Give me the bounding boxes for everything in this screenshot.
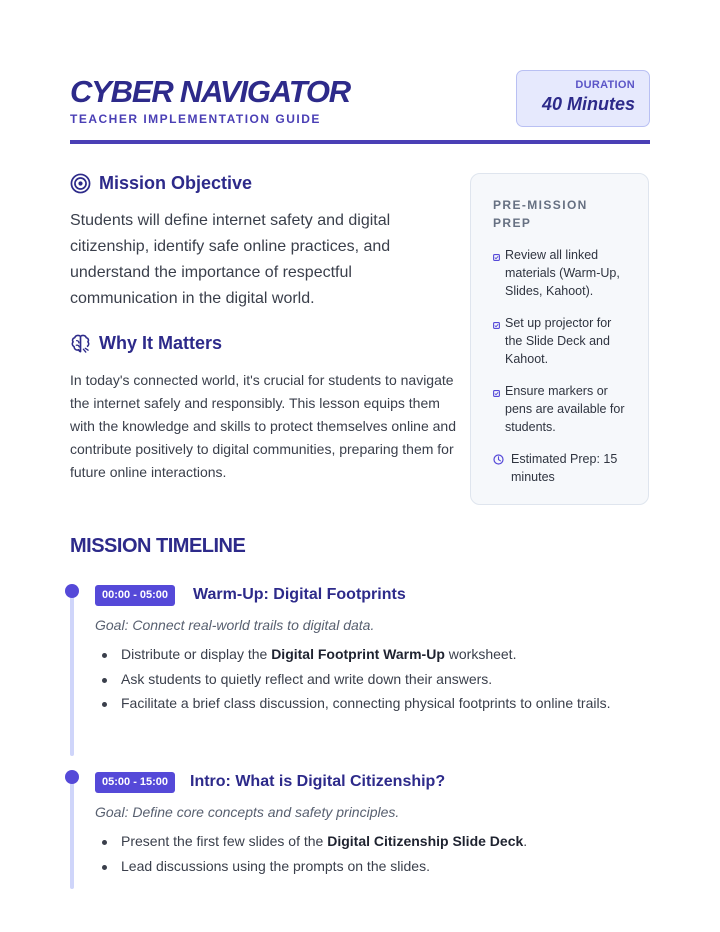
timeline-line [70,777,74,889]
matters-text: In today's connected world, it's crucial for students to navigate the internet safely and responsibly. This lesson equips them with the knowledge and skills to protect themselves online and contribute positively to digital communities, preparing them for future online interactions. [70,372,456,480]
timeline-step-goal: Goal: Define core concepts and safety principles. [95,804,400,820]
timeline-line [70,590,74,756]
prep-item-text: Ensure markers or pens are available for students. [505,384,625,434]
duration-label: DURATION [575,79,635,91]
objective-heading [70,173,252,194]
duration-value: 40 Minutes [541,94,635,114]
list-item: Lead discussions using the prompts on the slides. [102,856,632,877]
timeline-step-title: Warm-Up: Digital Footprints [193,586,406,603]
list-item: Facilitate a brief class discussion, connecting physical footprints to online trails. [102,693,632,714]
prep-item-text: Review all linked materials (Warm-Up, Slides, Kahoot). [505,248,620,298]
timeline-step-list [102,831,632,880]
prep-item [493,314,628,368]
matters-heading-text: Why It Matters [99,333,223,353]
header [70,70,650,144]
page-subtitle: TEACHER IMPLEMENTATION GUIDE [70,112,321,126]
list-item: Distribute or display the Digital Footprint Warm-Up worksheet. [102,644,632,665]
brain-icon [70,333,91,354]
prep-item [493,382,628,436]
checkbox-icon [493,382,505,436]
checkbox-icon [493,314,505,368]
prep-item-text: Estimated Prep: 15 minutes [511,452,618,484]
prep-item [493,246,628,300]
objective-text: Students will define internet safety and digital citizenship, identify safe online practices, and understand the importance of respectful communication in the digital world. [70,212,391,307]
prep-item-text: Set up projector for the Slide Deck and Kahoot. [505,316,612,366]
clock-icon [493,450,511,486]
list-item: Ask students to quietly reflect and write down their answers. [102,669,632,690]
timeline-time-badge: 00:00 - 05:00 [95,585,175,606]
timeline-title: MISSION TIMELINE [70,535,246,557]
timeline-dot [65,770,79,784]
objective-heading-text: Mission Objective [99,173,253,193]
matters-heading [70,333,222,354]
prep-title: PRE-MISSION PREP [493,198,588,230]
page-title: CYBER NAVIGATOR [70,74,350,109]
timeline-step-list [102,644,632,718]
timeline-dot [65,584,79,598]
checkbox-icon [493,246,505,300]
timeline-time-badge: 05:00 - 15:00 [95,772,175,793]
timeline-step-goal: Goal: Connect real-world trails to digital data. [95,617,375,633]
timeline-step-title: Intro: What is Digital Citizenship? [190,773,446,790]
duration-badge [516,70,650,127]
list-item: Present the first few slides of the Digital Citizenship Slide Deck. [102,831,632,852]
target-icon [70,173,91,194]
prep-item [493,450,628,486]
prep-card [470,173,649,505]
